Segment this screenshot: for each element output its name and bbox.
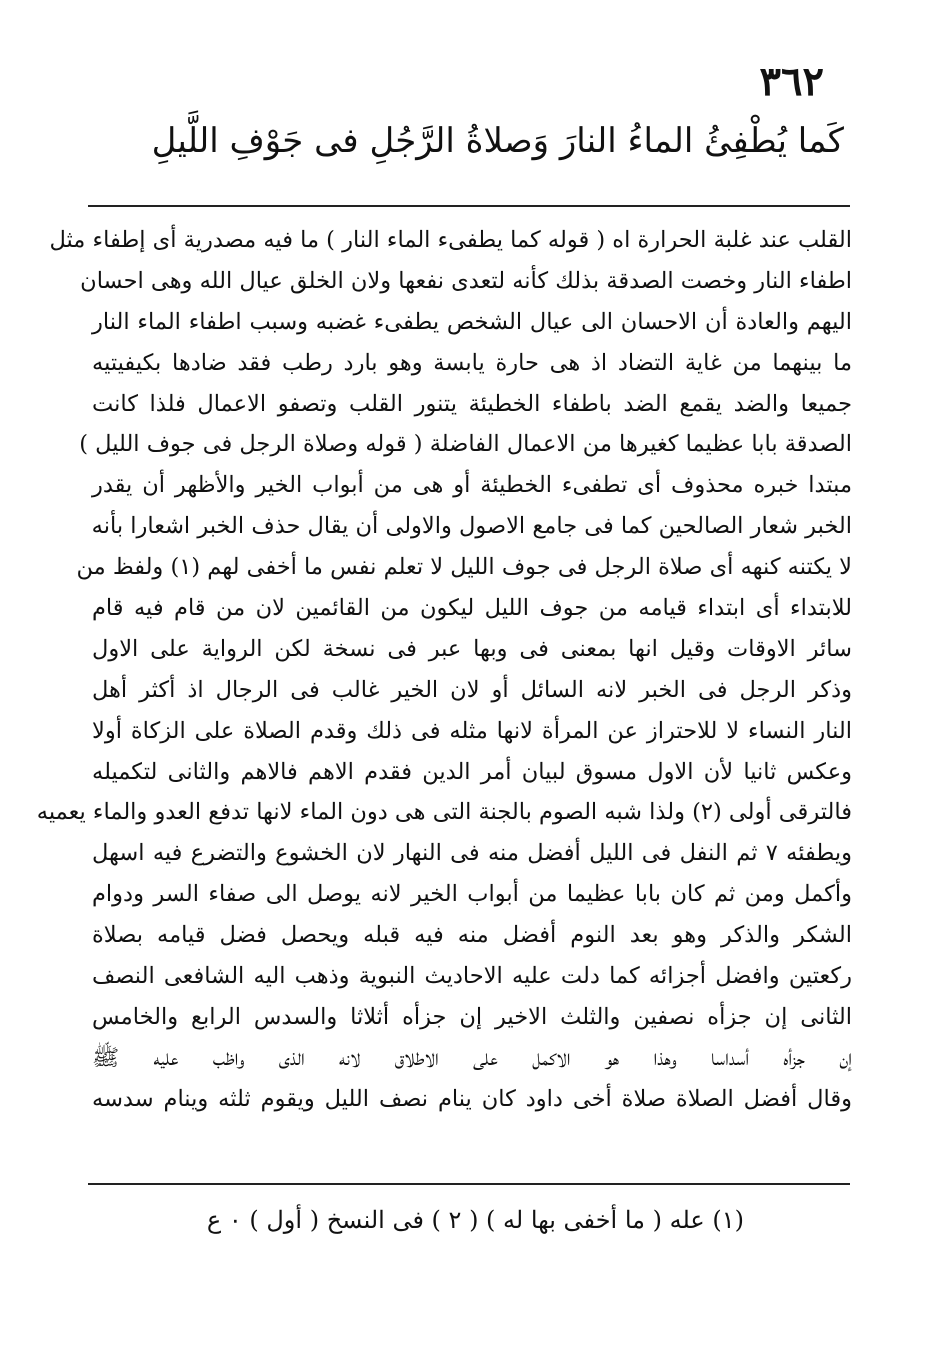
top-divider — [88, 205, 850, 207]
commentary-line: الخبر شعار الصالحين كما فى جامع الاصول والاولى أن يقال حذف الخبر اشعارا بأنه — [91, 513, 852, 540]
page-number: ٣٦٢ — [759, 58, 824, 105]
commentary-line: لا يكتنه كنهه أى صلاة الرجل فى جوف الليل لا تعلم نفس ما أخفى لهم (١) ولفظ من — [76, 554, 852, 581]
commentary-line: اليهم والعادة أن الاحسان الى عيال الشخص يطفىء غضبه وسبب اطفاء الماء النار — [92, 308, 852, 335]
commentary-line: وعكس ثانيا لأن الاول مسوق لبيان أمر الدين فقدم الاهم فالاهم والثانى لتكميله — [92, 758, 852, 785]
commentary-line: سائر الاوقات وقيل انها بمعنى فى وبها عبر فى نسخة لكن الرواية على الاول — [92, 635, 852, 662]
commentary-line: اطفاء النار وخصت الصدقة بذلك كأنه لتعدى نفعها ولان الخلق عيال الله وهى احسان — [80, 267, 852, 294]
commentary-line: الثانى إن جزأه نصفين والثلث الاخير إن جزأه أثلاثا والسدس الرابع والخامس — [92, 1003, 852, 1030]
commentary-line: القلب عند غلبة الحرارة اه ( قوله كما يطفىء الماء النار ) ما فيه مصدرية أى إطفاء مثل — [49, 227, 852, 253]
commentary-line: ويطفئه ٧ ثم النفل فى الليل أفضل منه فى النهار لان الخشوع والتضرع فيه اسهل — [92, 840, 852, 867]
commentary-line: النار النساء لا للاحتراز عن المرأة لانها مثله فى ذلك وقدم الصلاة على الزكاة أولا — [92, 717, 852, 744]
commentary-line: الصدقة بابا عظيما كغيرها من الاعمال الفاضلة ( قوله وصلاة الرجل فى جوف الليل ) — [79, 431, 852, 458]
commentary-line: جميعا والضد يقمع الضد باطفاء الخطيئة يتنور القلب وتصفو الاعمال فلذا كانت — [92, 390, 852, 417]
hadith-text: كَما يُطْفِئُ الماءُ النارَ وَصلاةُ الرَّجُلِ فى جَوْفِ اللَّيلِ — [151, 121, 844, 161]
commentary-line: وأكمل ومن ثم كان بابا عظيما من أبواب الخير لانه يوصل الى صفاء السر ودوام — [92, 881, 852, 908]
commentary-line: إن جزأه أسداسا وهذا هو الاكمل على الاطلاق لانه الذى واظب عليه ﷺ — [92, 1044, 852, 1071]
commentary-line: ركعتين وافضل أجزائه كما دلت عليه الاحاديث النبوية وذهب اليه الشافعى النصف — [92, 963, 852, 990]
commentary-line: للابتداء أى ابتداء قيامه من جوف الليل ليكون من القائمين لان من قام فيه قام — [92, 595, 852, 622]
commentary-line: وذكر الرجل فى الخبر لانه السائل أو لان الخير غالب فى الرجال اذ أكثر أهل — [92, 676, 852, 703]
commentary-line: الشكر والذكر وهو بعد النوم أفضل منه فيه قبله ويحصل فضل قيامه بصلاة — [92, 922, 852, 949]
footnote: (١) عله ( ما أخفى بها له ) ( ٢ ) فى النسخ ( أول ) ٠ ع — [206, 1206, 744, 1234]
commentary-line: وقال أفضل الصلاة صلاة أخى داود كان ينام نصف الليل ويقوم ثلثه وينام سدسه — [92, 1085, 852, 1112]
commentary-line: فالترقى أولى (٢) ولذا شبه الصوم بالجنة التى هى دون الماء لانها تدفع العدو والماء يعميه — [36, 799, 852, 826]
commentary-body — [36, 220, 852, 1120]
commentary-line: مبتدا خبره محذوف أى تطفىء الخطيئة أو هى من أبواب الخير والأظهر أن يقدر — [92, 472, 852, 499]
bottom-divider — [88, 1183, 850, 1185]
commentary-line: ما بينهما من غاية التضاد اذ هى حارة يابسة وهو بارد رطب فقد ضادها بكيفيتيه — [92, 349, 852, 376]
